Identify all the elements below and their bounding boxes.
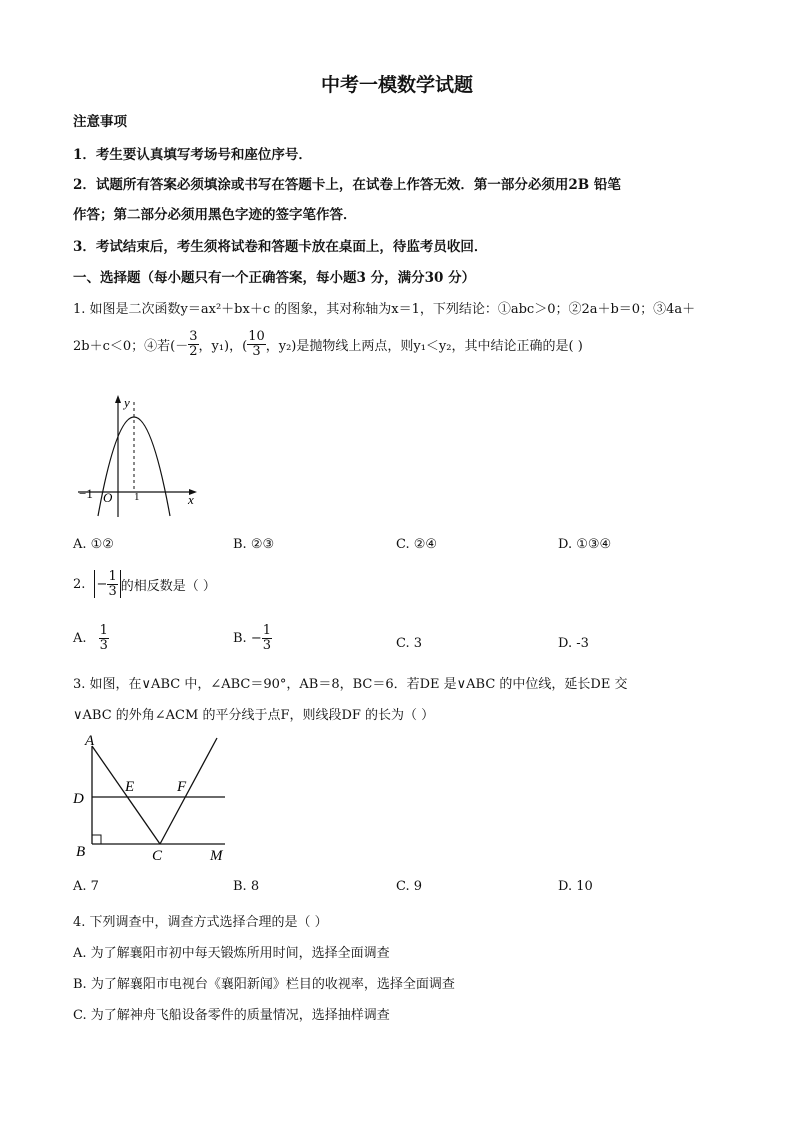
q1-option-b: B. ②③ (233, 537, 275, 552)
q2-stem (73, 570, 216, 614)
q2-option-b-denominator: 3 (262, 637, 271, 653)
q1-option-c: C. ②④ (396, 537, 438, 552)
q2-option-b-numerator: 1 (262, 623, 271, 638)
q1-stem-line2 (73, 330, 583, 400)
q1-neg1-label: −1 (79, 486, 93, 501)
q3-label-b: B (76, 844, 86, 860)
notice-item-3: 3．考试结束后，考生须将试卷和答题卡放在桌面上，待监考员收回． (73, 239, 488, 255)
q3-stem-line1: 3. 如图，在∨ABC 中，∠ABC＝90°，AB＝8，BC＝6．若DE 是∨ABC 的中位线，延长DE 交 (73, 677, 628, 692)
notice-item-2: 2．试题所有答案必须填涂或书写在答题卡上，在试卷上作答无效．第一部分必须用2B 铅笔 (73, 177, 621, 193)
page-title: 中考一模数学试题 (320, 74, 473, 96)
notice-item-1: 1．考生要认真填写考场号和座位序号． (73, 147, 312, 163)
section-heading: 一、选择题（每小题只有一个正确答案，每小题3 分，满分30 分） (73, 270, 476, 286)
q1-fraction-1 (188, 330, 198, 358)
q2-option-a-denominator: 3 (99, 637, 108, 653)
q1-y-axis-arrow (115, 395, 121, 403)
q2-option-d: D. -3 (558, 636, 589, 651)
q1-line2-part-a: 2b＋c＜0；④若(－ (73, 338, 189, 354)
q1-frac1-numerator: 3 (189, 329, 198, 344)
q1-frac1-denominator: 2 (189, 343, 198, 359)
q1-line2-part-b: ，y₁)，( (198, 338, 248, 354)
notice-heading: 注意事项 (73, 114, 127, 130)
q1-parabola-graph (70, 392, 210, 522)
q3-label-m: M (210, 848, 223, 864)
q2-option-a-label: A. (73, 630, 87, 646)
q1-frac2-numerator: 10 (248, 329, 265, 344)
q3-option-a: A. 7 (73, 879, 99, 894)
q1-y-label: y (124, 395, 130, 410)
q1-option-a: A. ①② (73, 537, 114, 552)
q2-option-a-fraction (99, 624, 109, 652)
q3-right-angle-mark (92, 835, 101, 844)
q4-option-b: B. 为了解襄阳市电视台《襄阳新闻》栏目的收视率，选择全面调查 (73, 977, 455, 992)
q3-label-c: C (152, 848, 163, 864)
q2-option-b (233, 624, 272, 666)
q4-stem: 4. 下列调查中，调查方式选择合理的是（ ） (73, 915, 328, 930)
q3-label-a: A (85, 733, 95, 749)
q2-option-b-label: B. − (233, 630, 262, 646)
q1-frac2-denominator: 3 (247, 344, 266, 359)
q4-option-c: C. 为了解神舟飞船设备零件的质量情况，选择抽样调查 (73, 1008, 390, 1023)
q1-x-label: x (188, 492, 194, 507)
q1-origin-label: O (103, 490, 113, 505)
q3-option-d: D. 10 (558, 879, 593, 894)
q2-absolute-value (94, 570, 121, 598)
q1-line2-part-c: ，y₂)是抛物线上两点，则y₁＜y₂，其中结论正确的是( ) (265, 338, 583, 354)
q3-stem-line2: ∨ABC 的外角∠ACM 的平分线于点F，则线段DF 的长为（ ） (73, 708, 435, 723)
q1-option-d: D. ①③④ (558, 537, 612, 552)
q3-label-d: D (73, 791, 84, 807)
q4-option-a: A. 为了解襄阳市初中每天锻炼所用时间，选择全面调查 (73, 946, 390, 961)
q3-option-b: B. 8 (233, 879, 260, 894)
q2-option-a (73, 624, 109, 666)
q3-label-e: E (125, 779, 135, 795)
q3-bisector-cf (160, 738, 217, 844)
q3-triangle-figure (70, 728, 240, 868)
q3-option-c: C. 9 (396, 879, 423, 894)
q1-fraction-2 (247, 330, 266, 358)
q2-minus-sign: − (96, 576, 108, 592)
q2-suffix: 的相反数是（ ） (120, 578, 216, 594)
q2-denominator: 3 (108, 583, 117, 599)
q2-option-b-fraction (262, 624, 272, 652)
q3-label-f: F (177, 779, 187, 795)
q1-stem-line1: 1. 如图是二次函数y＝ax²＋bx＋c 的图象，其对称轴为x＝1，下列结论：①abc＞0；②2a＋b＝0；③4a＋ (73, 302, 696, 317)
q2-option-a-numerator: 1 (99, 623, 108, 638)
q2-fraction (107, 570, 117, 598)
q2-numerator: 1 (108, 569, 117, 584)
q3-segment-ac (92, 746, 160, 844)
notice-item-2-cont: 作答；第二部分必须用黑色字迹的签字笔作答． (73, 207, 357, 223)
q2-number: 2. (73, 576, 86, 592)
q1-one-label: 1 (134, 491, 140, 503)
q2-option-c: C. 3 (396, 636, 423, 651)
